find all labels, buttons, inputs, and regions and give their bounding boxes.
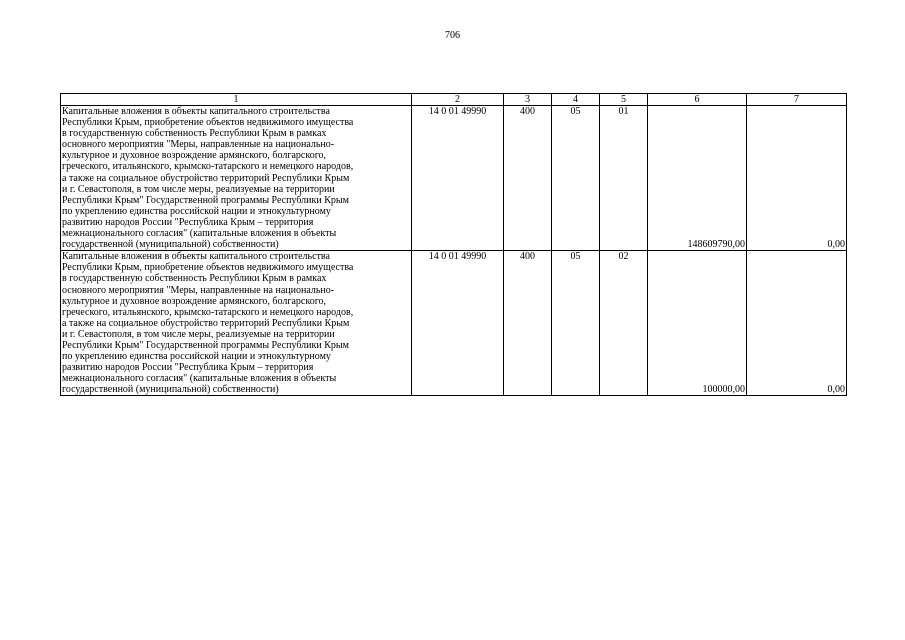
row-col-3: 400: [504, 251, 552, 396]
budget-table: [60, 93, 847, 396]
description-line: в государственную собственность Республики Крым в рамках: [62, 273, 327, 285]
description-line: в государственную собственность Республики Крым в рамках: [62, 128, 327, 140]
header-cell-6: 6: [648, 94, 747, 106]
header-cell-4: 4: [552, 94, 600, 106]
header-cell-3: 3: [504, 94, 552, 106]
description-line: и г. Севастополя, в том числе меры, реализуемые на территории: [62, 328, 335, 340]
description-line: основного мероприятия "Меры, направленные на национально-: [62, 139, 335, 151]
header-cell-7: 7: [747, 94, 847, 106]
row-col-4: 05: [552, 106, 600, 251]
row-col-5: 02: [600, 251, 648, 396]
row-amount-7: 0,00: [747, 251, 847, 396]
header-row: [61, 94, 847, 106]
row-description: [61, 106, 412, 251]
row-amount-6: 100000,00: [648, 251, 747, 396]
table-row: [61, 106, 847, 251]
description-line: греческого, итальянского, крымско-татарского и немецкого народов,: [62, 306, 354, 318]
table-row: [61, 251, 847, 396]
description-line: по укреплению единства российской нации и этнокультурному: [62, 351, 331, 363]
description-line: греческого, итальянского, крымско-татарского и немецкого народов,: [62, 161, 354, 173]
row-amount-6: 148609790,00: [648, 106, 747, 251]
description-line: по укреплению единства российской нации и этнокультурному: [62, 205, 331, 217]
row-description: [61, 251, 412, 396]
description-line: межнационального согласия" (капитальные вложения в объекты: [62, 228, 337, 240]
row-code: 14 0 01 49990: [412, 251, 504, 396]
description-line: а также на социальное обустройство территорий Республики Крым: [62, 317, 350, 329]
row-col-5: 01: [600, 106, 648, 251]
description-line: государственной (муниципальной) собственности): [62, 239, 279, 251]
page-number: 706: [445, 30, 460, 41]
description-line: а также на социальное обустройство территорий Республики Крым: [62, 172, 350, 184]
description-line: и г. Севастополя, в том числе меры, реализуемые на территории: [62, 183, 335, 195]
description-line: межнационального согласия" (капитальные вложения в объекты: [62, 373, 337, 385]
description-line: государственной (муниципальной) собственности): [62, 384, 279, 396]
description-line: развитию народов России "Республика Крым – территория: [62, 216, 314, 228]
header-cell-5: 5: [600, 94, 648, 106]
header-cell-2: 2: [412, 94, 504, 106]
description-line: развитию народов России "Республика Крым – территория: [62, 362, 314, 374]
description-line: Республики Крым" Государственной программы Республики Крым: [62, 194, 349, 206]
description-line: основного мероприятия "Меры, направленные на национально-: [62, 284, 335, 296]
description-line: культурное и духовное возрождение армянского, болгарского,: [62, 150, 327, 162]
description-line: Республики Крым, приобретение объектов недвижимого имущества: [62, 262, 354, 274]
description-line: Республики Крым, приобретение объектов недвижимого имущества: [62, 117, 354, 129]
row-col-4: 05: [552, 251, 600, 396]
description-line: Республики Крым" Государственной программы Республики Крым: [62, 339, 349, 351]
description-line: Капитальные вложения в объекты капитального строительства: [62, 251, 330, 263]
description-line: культурное и духовное возрождение армянского, болгарского,: [62, 295, 327, 307]
header-cell-1: 1: [61, 94, 412, 106]
row-code: 14 0 01 49990: [412, 106, 504, 251]
row-col-3: 400: [504, 106, 552, 251]
row-amount-7: 0,00: [747, 106, 847, 251]
description-line: Капитальные вложения в объекты капитального строительства: [62, 106, 330, 117]
